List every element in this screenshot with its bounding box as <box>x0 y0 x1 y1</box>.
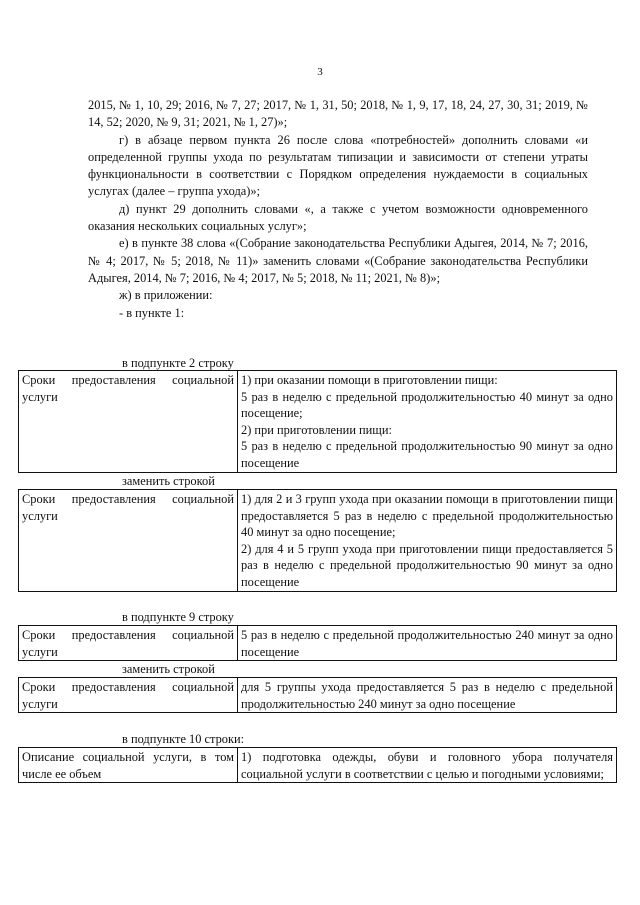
value-line: для 5 группы ухода предоставляется 5 раз в неделю с предельной продолжительностью 240 минут за одно посещение <box>241 680 613 711</box>
table-cell-value <box>238 748 617 783</box>
value-line: 1) подготовка одежды, обуви и головного убора получателя социальной услуги в соответствии с целью и погодными условиями; <box>241 750 613 781</box>
table-cell-value <box>238 678 617 713</box>
table-cell-label: Сроки предоставления социальной услуги <box>19 371 238 473</box>
paragraph-point-1: - в пункте 1: <box>119 305 185 320</box>
value-line: 5 раз в неделю с предельной продолжительностью 240 минут за одно посещение <box>241 628 613 659</box>
table-cell-label: Сроки предоставления социальной услуги <box>19 490 238 592</box>
table-new-row-subpoint-9 <box>18 677 617 713</box>
value-line: 5 раз в неделю с предельной продолжительностью 40 минут за одно посещение; <box>241 389 613 421</box>
heading-subpoint-2: в подпункте 2 строку <box>122 356 234 370</box>
document-body <box>88 97 588 322</box>
heading-subpoint-10: в подпункте 10 строки: <box>122 732 245 746</box>
paragraph-citation: 2015, № 1, 10, 29; 2016, № 7, 27; 2017, № 1, 31, 50; 2018, № 1, 9, 17, 18, 24, 27, 30, 31; 2019, № 14, 52; 2020, № 9, 31; 2021, № 1, 27)»; <box>88 98 588 130</box>
table-old-row-subpoint-9 <box>18 625 617 661</box>
heading-subpoint-9: в подпункте 9 строку <box>122 610 234 624</box>
table-cell-label: Описание социальной услуги, в том числе ее объем <box>19 748 238 783</box>
value-line: 5 раз в неделю с предельной продолжительностью 90 минут за одно посещение <box>241 439 613 470</box>
value-line: 2) для 4 и 5 групп ухода при приготовлении пищи предоставляется 5 раз в неделю с предельной продолжительностью 90 минут за одно посещение <box>241 541 613 589</box>
paragraph-zh: ж) в приложении: <box>119 288 213 303</box>
paragraph-d: д) пункт 29 дополнить словами «, а также с учетом возможности одновременного оказания нескольких социальных услуг»; <box>88 201 588 234</box>
heading-replace-2: заменить строкой <box>122 662 215 676</box>
table-old-rows-subpoint-10 <box>18 747 617 783</box>
table-cell-value <box>238 626 617 661</box>
table-cell-value <box>238 371 617 473</box>
table-cell-label: Сроки предоставления социальной услуги <box>19 678 238 713</box>
heading-replace-1: заменить строкой <box>122 474 215 488</box>
table-new-row-subpoint-2 <box>18 489 617 592</box>
table-cell-value <box>238 490 617 592</box>
paragraph-g: г) в абзаце первом пункта 26 после слова «потребностей» дополнить словами «и определенной группы ухода по результатам типизации и зависимости от степени утраты функциональности в соответствии с Порядком определения нуждаемости в социальных услугах (далее – группа ухода)»; <box>88 132 588 199</box>
paragraph-e: е) в пункте 38 слова «(Собрание законодательства Республики Адыгея, 2014, № 7; 2016, № 4; 2017, № 5; 2018, № 11)» заменить словами «(Собрание законодательства Республики Адыгея, 2014, № 7; 2016, № 4; 2017, № 5; 2018, № 11; 2021, № 8)»; <box>88 236 588 285</box>
table-cell-label: Сроки предоставления социальной услуги <box>19 626 238 661</box>
page-number: 3 <box>317 66 323 78</box>
value-line: 1) для 2 и 3 групп ухода при оказании помощи в приготовлении пищи предоставляется 5 раз в неделю с предельной продолжительностью 40 минут за одно посещение; <box>241 492 613 540</box>
value-line: 2) при приготовлении пищи: <box>241 422 392 437</box>
table-old-row-subpoint-2 <box>18 370 617 473</box>
value-line: 1) при оказании помощи в приготовлении пищи: <box>241 373 498 387</box>
